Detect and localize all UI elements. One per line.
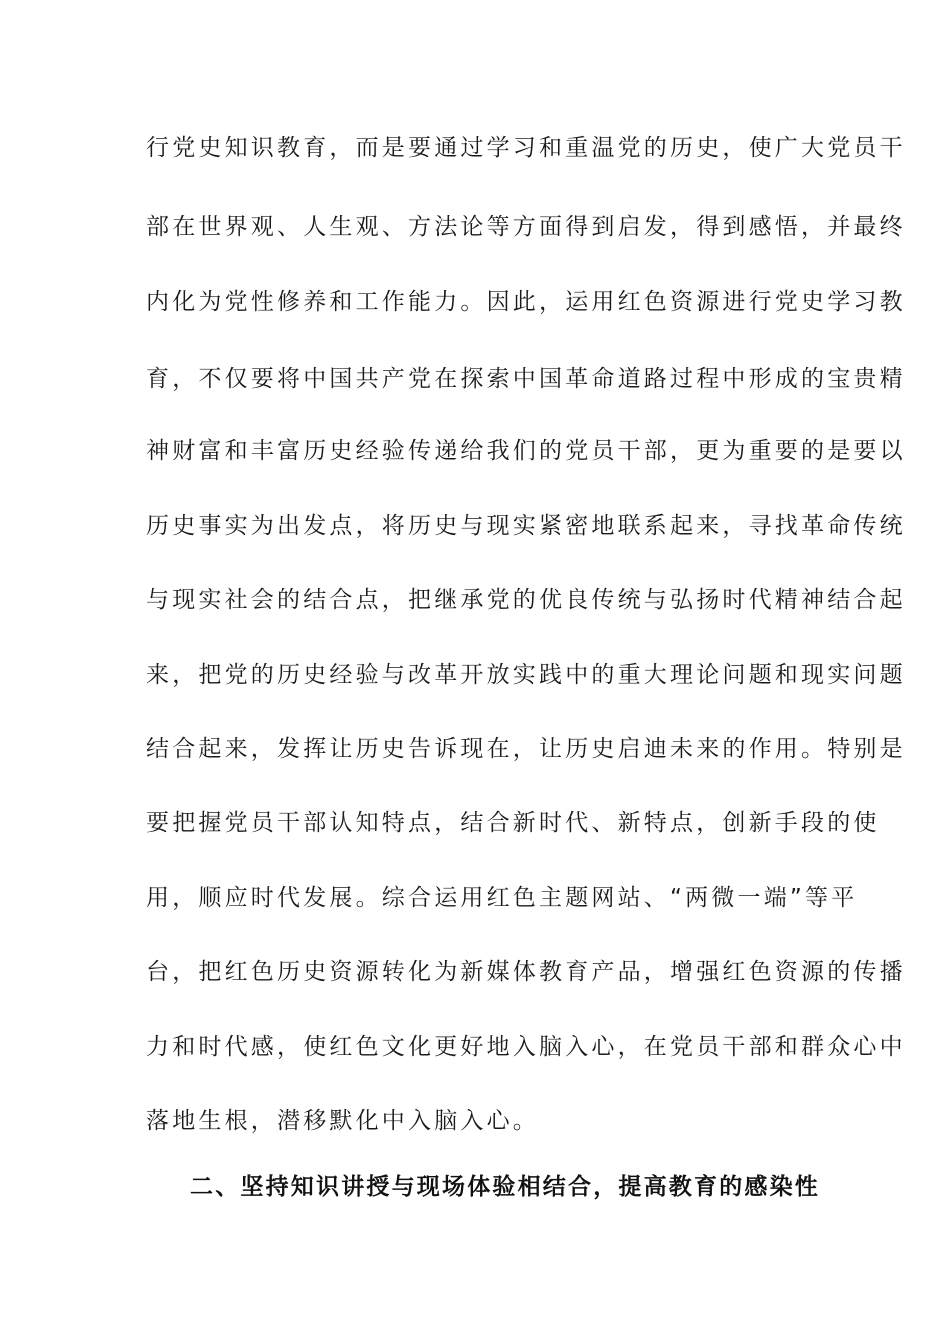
paragraph-line: 与现实社会的结合点，把继承党的优良传统与弘扬时代精神结合起 <box>146 587 906 613</box>
paragraph-line: 部在世界观、人生观、方法论等方面得到启发，得到感悟，并最终 <box>146 214 906 240</box>
paragraph-line: 行党史知识教育，而是要通过学习和重温党的历史，使广大党员干 <box>146 135 906 161</box>
paragraph-line: 内化为党性修养和工作能力。因此，运用红色资源进行党史学习教 <box>146 289 906 315</box>
paragraph-line: 来，把党的历史经验与改革开放实践中的重大理论问题和现实问题 <box>146 662 906 688</box>
paragraph-line: 神财富和丰富历史经验传递给我们的党员干部，更为重要的是要以 <box>146 438 906 464</box>
paragraph-line: 落地生根，潜移默化中入脑入心。 <box>146 1108 539 1134</box>
paragraph-line: 力和时代感，使红色文化更好地入脑入心，在党员干部和群众心中 <box>146 1034 906 1060</box>
paragraph-line: 历史事实为出发点，将历史与现实紧密地联系起来，寻找革命传统 <box>146 513 906 539</box>
paragraph-line: 要把握党员干部认知特点，结合新时代、新特点，创新手段的使 <box>146 810 880 836</box>
paragraph-line: 育，不仅要将中国共产党在探索中国革命道路过程中形成的宝贵精 <box>146 366 906 392</box>
paragraph-line: 用，顺应时代发展。综合运用红色主题网站、“两微一端”等平 <box>146 885 858 911</box>
paragraph-line: 结合起来，发挥让历史告诉现在，让历史启迪未来的作用。特别是 <box>146 736 906 762</box>
paragraph-line: 台，把红色历史资源转化为新媒体教育产品，增强红色资源的传播 <box>146 959 906 985</box>
section-heading: 二、坚持知识讲授与现场体验相结合，提高教育的感染性 <box>190 1174 820 1200</box>
